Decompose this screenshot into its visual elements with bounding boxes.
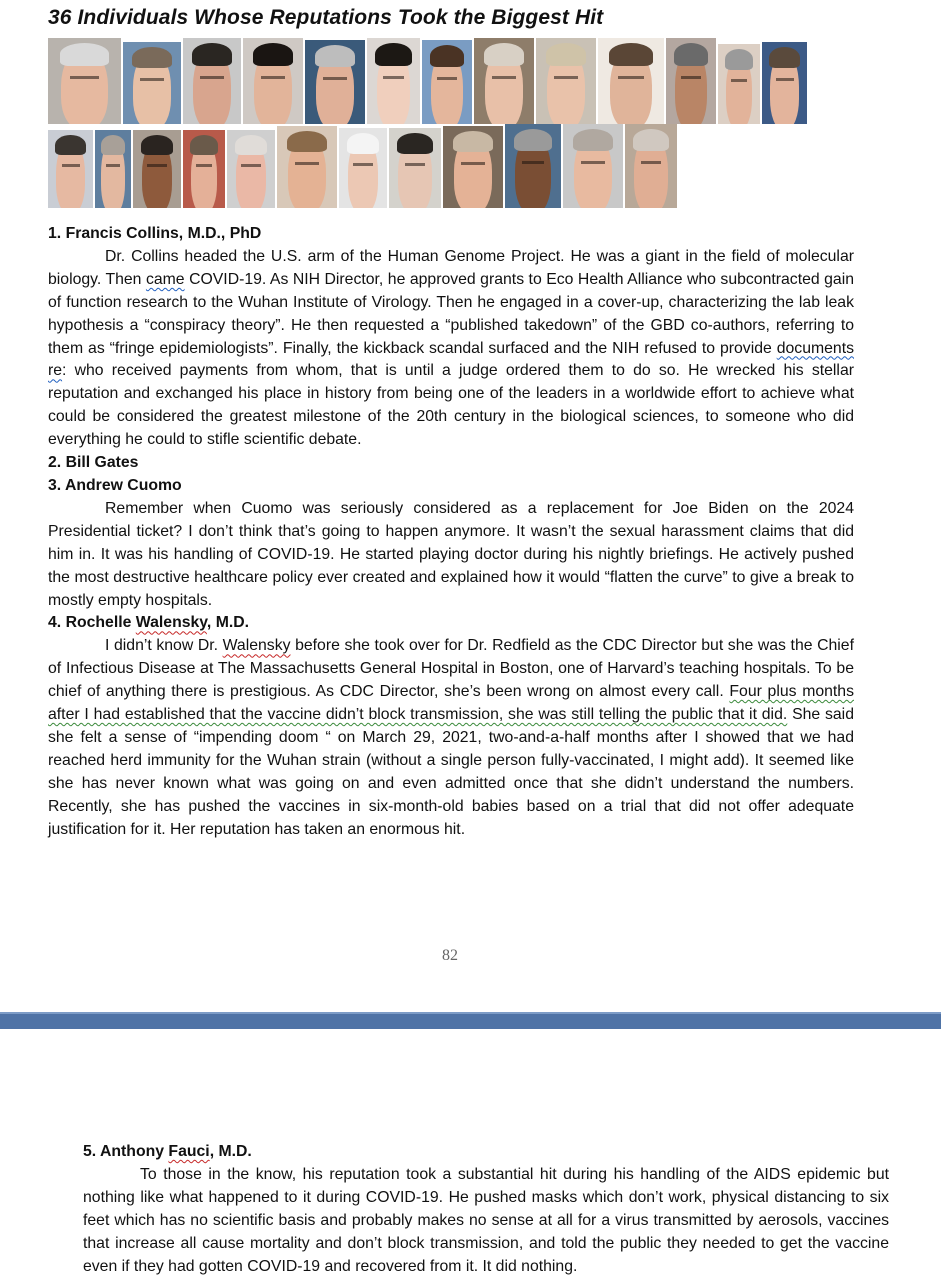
- portrait-eyes-shape: [492, 76, 516, 83]
- portrait-photo: [718, 44, 760, 124]
- portrait-hair-shape: [190, 135, 219, 155]
- portrait-eyes-shape: [731, 79, 748, 86]
- fauci-heading-suffix: , M.D.: [209, 1143, 252, 1160]
- portrait-hair-shape: [253, 43, 294, 65]
- portrait-photo: [227, 130, 275, 208]
- portrait-eyes-shape: [147, 164, 166, 171]
- portrait-photo: [123, 42, 181, 124]
- portrait-eyes-shape: [295, 162, 319, 169]
- portrait-photo: [389, 128, 441, 208]
- portrait-eyes-shape: [323, 77, 347, 84]
- walensky-text-1: I didn’t know Dr.: [105, 637, 223, 655]
- portrait-row-2: [48, 124, 677, 208]
- spelling-flag-fauci-heading: Fauci: [168, 1143, 210, 1160]
- portrait-hair-shape: [397, 133, 432, 154]
- paragraph-walensky: [48, 635, 854, 841]
- portrait-hair-shape: [287, 131, 328, 152]
- portrait-photo: [48, 130, 93, 208]
- portrait-hair-shape: [101, 135, 126, 155]
- portrait-photo: [474, 38, 534, 124]
- heading-anthony-fauci: [83, 1141, 889, 1164]
- portrait-photo: [305, 40, 365, 124]
- portrait-hair-shape: [453, 131, 494, 152]
- portrait-photo: [443, 126, 503, 208]
- portrait-photo: [505, 124, 561, 208]
- portrait-row-1: [48, 38, 807, 124]
- walensky-heading-prefix: 4. Rochelle: [48, 614, 136, 632]
- portrait-eyes-shape: [461, 162, 485, 169]
- portrait-hair-shape: [132, 47, 171, 68]
- paragraph-fauci: To those in the know, his reputation took a substantial hit during his handling of the AIDS epidemic but nothing like what happened to it during COVID-19. He pushed masks which don’t work, physical distancing to six feet which has no scientific basis and probably makes no sense at all for a virus transmitted by aerosols, vaccines that increase all cause mortality and don’t block transmission, and told the public they needed to get the vaccine even if they had gotten COVID-19 and recovered from it. It did nothing.: [83, 1165, 889, 1275]
- portrait-eyes-shape: [196, 164, 213, 171]
- portrait-eyes-shape: [70, 76, 99, 83]
- portrait-eyes-shape: [554, 76, 578, 83]
- page-83-text: [83, 1141, 889, 1278]
- portrait-eyes-shape: [681, 76, 701, 83]
- portrait-photo: [625, 124, 677, 208]
- portrait-photo: [48, 38, 121, 124]
- portrait-eyes-shape: [353, 163, 372, 170]
- portrait-eyes-shape: [140, 78, 163, 85]
- paragraph-cuomo: Remember when Cuomo was seriously considered as a replacement for Joe Biden on the 2024 Presidential ticket? I don’t think that’s going to happen anymore. It wasn’t the sexual harassment claims that did him in. It was his handling of COVID-19. He started playing doctor during his nightly briefings. He actively pushed the most destructive healthcare policy ever created and explained how it would “flatten the curve” to give a break to mostly empty hospitals.: [48, 499, 854, 609]
- collins-text-1: Dr. Collins headed the U.S. arm of the Human Genome Project. He was a giant in the field of molecular biology. Then: [48, 247, 854, 288]
- portrait-eyes-shape: [437, 77, 457, 84]
- portrait-hair-shape: [347, 133, 380, 154]
- portrait-photo: [598, 38, 664, 124]
- portrait-photo: [762, 42, 807, 124]
- heading-francis-collins: 1. Francis Collins, M.D., PhD: [48, 225, 262, 242]
- grammar-flag-transmission-sentence: Four plus months after I had established that the vaccine didn’t block transmission, she was still telling the public that it did.: [48, 683, 854, 724]
- portrait-hair-shape: [609, 43, 654, 65]
- portrait-eyes-shape: [383, 76, 404, 83]
- portrait-photo: [243, 38, 303, 124]
- portrait-hair-shape: [60, 43, 110, 65]
- grammar-flag-documents: documents re: [48, 339, 854, 380]
- portrait-eyes-shape: [618, 76, 644, 83]
- grammar-flag-came: came: [145, 270, 185, 288]
- portrait-hair-shape: [192, 43, 231, 65]
- walensky-heading-suffix: , M.D.: [206, 614, 250, 632]
- portrait-photo: [563, 124, 623, 208]
- spelling-flag-walensky-heading: Walensky: [135, 614, 207, 632]
- portrait-eyes-shape: [200, 76, 223, 83]
- portrait-hair-shape: [725, 49, 754, 70]
- portrait-photo: [183, 130, 225, 208]
- portrait-photo: [133, 130, 181, 208]
- portrait-photo: [422, 40, 472, 124]
- portrait-hair-shape: [546, 43, 587, 65]
- paragraph-collins: [48, 246, 854, 452]
- portrait-photo: [183, 38, 241, 124]
- portrait-hair-shape: [55, 135, 86, 155]
- portrait-hair-shape: [235, 135, 268, 155]
- portrait-hair-shape: [633, 129, 668, 151]
- collins-text-2: COVID-19. As NIH Director, he approved grants to Eco Health Alliance who subcontracted gain of function research to the Wuhan Institute of Virology. Then he engaged in a cover-up, characterizing the lab leak hypothesis a “conspiracy theory”. He then requested a “published takedown” of the GBD co-authors, referring to them as “fringe epidemiologists”. Finally, the kickback scandal surfaced and the NIH refused to provide: [48, 270, 854, 357]
- portrait-photo: [95, 130, 131, 208]
- portrait-eyes-shape: [522, 161, 544, 168]
- portrait-eyes-shape: [106, 164, 120, 171]
- portrait-photo: [536, 38, 596, 124]
- spelling-flag-walensky: Walensky: [222, 637, 291, 655]
- portrait-hair-shape: [674, 43, 708, 65]
- heading-rochelle-walensky: [48, 612, 854, 635]
- fauci-heading-prefix: 5. Anthony: [83, 1143, 169, 1160]
- page-number: 82: [442, 947, 458, 964]
- portrait-eyes-shape: [405, 163, 426, 170]
- walensky-text-2: before she took over for Dr. Redfield as the CDC Director but she was the Chief of Infectious Disease at The Massachusetts General Hospital in Boston, one of Harvard’s teaching hospitals. To be chief of anything there is prestigious. As CDC Director, she’s been wrong on almost every call.: [48, 637, 854, 701]
- portrait-hair-shape: [430, 45, 464, 67]
- portrait-eyes-shape: [261, 76, 285, 83]
- portrait-eyes-shape: [62, 164, 80, 171]
- portrait-eyes-shape: [241, 164, 260, 171]
- portrait-hair-shape: [484, 43, 525, 65]
- portrait-hair-shape: [514, 129, 552, 151]
- heading-bill-gates: 2. Bill Gates: [48, 454, 139, 472]
- portrait-eyes-shape: [776, 78, 794, 85]
- portrait-hair-shape: [315, 45, 356, 67]
- page-82-text: [48, 223, 854, 841]
- portrait-photo: [339, 128, 387, 208]
- portrait-hair-shape: [769, 47, 800, 68]
- document-page-83: [0, 1029, 941, 1285]
- portrait-photo: [277, 126, 337, 208]
- heading-andrew-cuomo: 3. Andrew Cuomo: [48, 476, 182, 494]
- portrait-hair-shape: [141, 135, 174, 155]
- collins-text-3: : who received payments from whom, that is until a judge ordered them to do so. He wrecked his stellar reputation and exchanged his place in history from being one of the leaders in a worldwide effort to achieve what could be considered the greatest milestone of the 20th century in the biological sciences, to someone who did everything he could to stifle scientific debate.: [48, 362, 854, 449]
- portrait-eyes-shape: [641, 161, 662, 168]
- walensky-text-3: She said she felt a sense of “impending doom “ on March 29, 2021, two-and-a-half months after I showed that we had reached herd immunity for the Wuhan strain (without a single person fully-vaccinated, I might add). It seemed like she has never known what was going on and even admitted once that she didn’t understand the numbers. Recently, she has pushed the vaccines in six-month-old babies based on a trial that did not offer adequate justification for it. Her reputation has taken an enormous hit.: [48, 706, 854, 838]
- portrait-photo: [666, 38, 716, 124]
- portrait-hair-shape: [573, 129, 614, 151]
- portrait-eyes-shape: [581, 161, 605, 168]
- document-title: 36 Individuals Whose Reputations Took the Biggest Hit: [48, 6, 604, 29]
- portrait-hair-shape: [375, 43, 411, 65]
- portrait-photo: [367, 38, 420, 124]
